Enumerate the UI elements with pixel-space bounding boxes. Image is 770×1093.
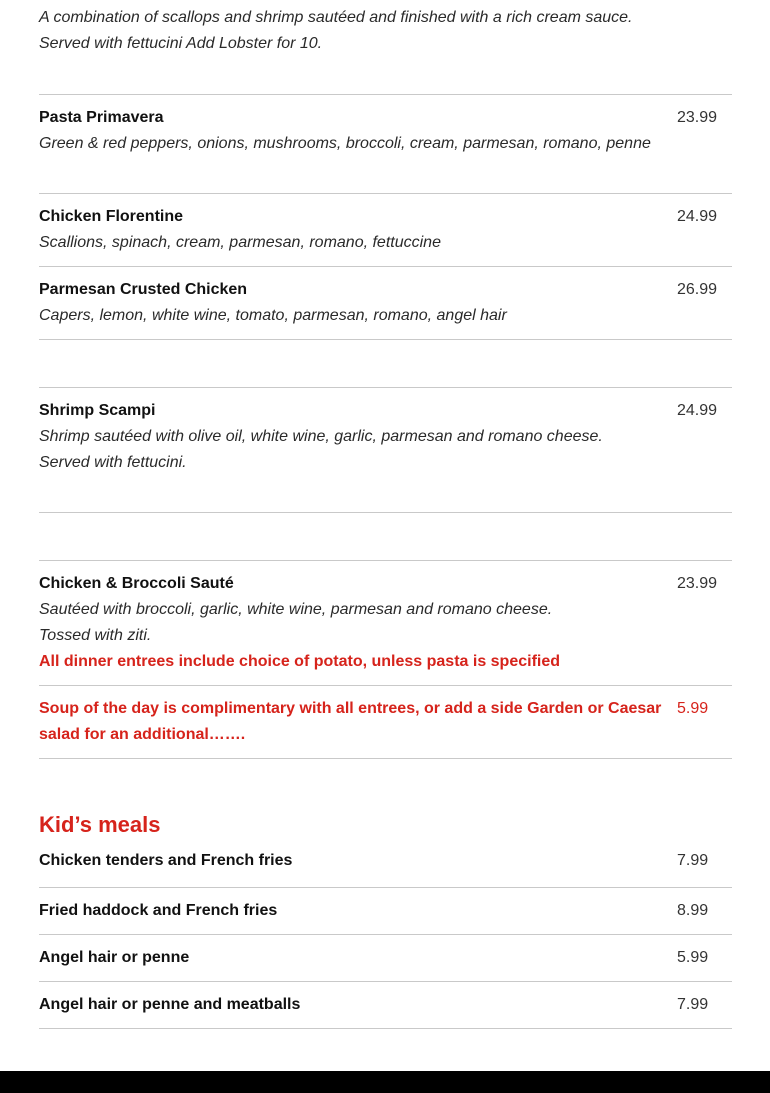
kids-menu-row [39, 992, 732, 1018]
kids-menu-item [39, 888, 732, 935]
menu-item-name: Pasta Primavera [39, 109, 164, 126]
menu-item-description: Green & red peppers, onions, mushrooms, broccoli, cream, parmesan, romano, penne [39, 135, 651, 152]
kids-menu-item-price: 7.99 [677, 996, 709, 1013]
menu-item-row [39, 105, 732, 157]
kids-menu-item [39, 935, 732, 982]
menu-item-description: Shrimp sautéed with olive oil, white wine, garlic, parmesan and romano cheese. [39, 428, 603, 445]
menu-item-row [39, 5, 732, 57]
menu-item-description: Served with fettucini. [39, 454, 187, 471]
soup-salad-note [39, 686, 732, 759]
kids-menu-item-price: 7.99 [677, 852, 709, 869]
menu-item-text [39, 5, 669, 57]
menu-item-name: Chicken Florentine [39, 208, 184, 225]
kids-menu-item-price: 5.99 [677, 949, 709, 966]
menu-item-price: 23.99 [677, 109, 718, 126]
menu-item-description: Capers, lemon, white wine, tomato, parmesan, romano, angel hair [39, 307, 507, 324]
menu-item-price: 24.99 [677, 208, 718, 225]
menu-item [39, 0, 732, 95]
menu-item [39, 194, 732, 267]
kids-menu-row [39, 848, 732, 874]
soup-salad-row [39, 696, 732, 748]
footer-bar [0, 1071, 770, 1093]
menu-item-name: Shrimp Scampi [39, 402, 156, 419]
menu-item-text [39, 204, 669, 256]
menu-item-text [39, 105, 669, 157]
kids-menu-item [39, 982, 732, 1029]
kids-menu-item [39, 845, 732, 888]
menu-item-name: Parmesan Crusted Chicken [39, 281, 248, 298]
menu-item-row [39, 571, 732, 675]
menu-list [39, 0, 732, 1029]
kids-menu-row [39, 945, 732, 971]
menu-item-description: Tossed with ziti. [39, 627, 152, 644]
menu-item-text [39, 571, 669, 675]
menu-item-text [39, 277, 669, 329]
kids-menu-item-name: Angel hair or penne [39, 949, 190, 966]
section-spacer [39, 513, 732, 561]
menu-item-description: A combination of scallops and shrimp sautéed and finished with a rich cream sauce. [39, 9, 633, 26]
menu-item-price: 24.99 [677, 402, 718, 419]
kids-menu-item-name: Chicken tenders and French fries [39, 852, 293, 869]
menu-item [39, 561, 732, 686]
soup-salad-price: 5.99 [677, 700, 709, 717]
kids-menu-row [39, 898, 732, 924]
menu-item-price: 23.99 [677, 575, 718, 592]
kids-menu-item-price: 8.99 [677, 902, 709, 919]
menu-item-description: Sautéed with broccoli, garlic, white wine, parmesan and romano cheese. [39, 601, 553, 618]
menu-item-name: Chicken & Broccoli Sauté [39, 575, 234, 592]
menu-item-price: 26.99 [677, 281, 718, 298]
menu-item-row [39, 398, 732, 476]
soup-salad-text: Soup of the day is complimentary with all entrees, or add a side Garden or Caesar salad for an additional……. [39, 700, 662, 743]
menu-item-row [39, 277, 732, 329]
menu-item-description: Scallions, spinach, cream, parmesan, romano, fettuccine [39, 234, 441, 251]
kids-section-title: Kid’s meals [39, 812, 161, 837]
menu-item [39, 95, 732, 194]
kids-menu-item-name: Angel hair or penne and meatballs [39, 996, 301, 1013]
section-spacer [39, 340, 732, 388]
menu-item-text [39, 398, 669, 476]
menu-item-description: Served with fettucini Add Lobster for 10. [39, 35, 323, 52]
menu-item [39, 267, 732, 340]
menu-item-row [39, 204, 732, 256]
entree-note: All dinner entrees include choice of potato, unless pasta is specified [39, 653, 561, 670]
menu-item [39, 388, 732, 513]
kids-menu-item-name: Fried haddock and French fries [39, 902, 278, 919]
kids-section [39, 759, 732, 1029]
